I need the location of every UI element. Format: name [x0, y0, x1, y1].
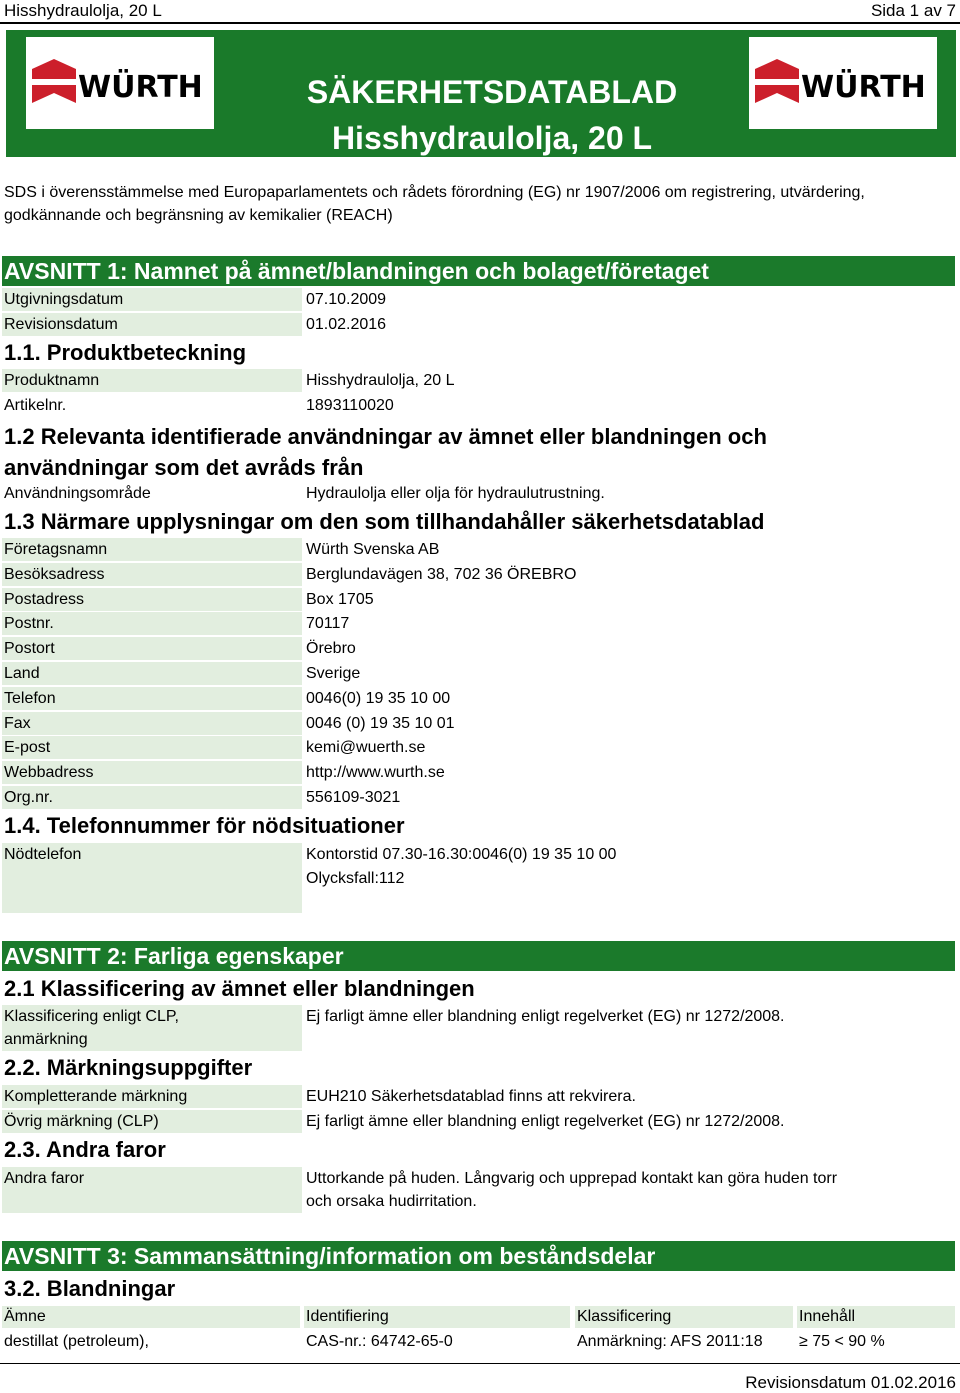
company-row-label: Org.nr. [2, 786, 302, 809]
section-3-heading: AVSNITT 3: Sammansättning/information om beståndsdelar [2, 1241, 955, 1271]
company-row-value: 0046(0) 19 35 10 00 [306, 690, 451, 707]
intro-text: SDS i överensstämmelse med Europaparlamentets och rådets förordning (EG) nr 1907/2006 om registrering, utvärdering, godkännande och begränsning av kemikalier (REACH) [4, 184, 865, 224]
klassificering-label-line-1: Klassificering enligt CLP, [4, 1008, 179, 1025]
andra-faror-value-1: Uttorkande på huden. Långvarig och upprepad kontakt kan göra huden torr [306, 1170, 838, 1187]
section-1-heading: AVSNITT 1: Namnet på ämnet/blandningen och bolaget/företaget [2, 256, 955, 286]
header-page-number: Sida 1 av 7 [870, 1, 956, 20]
company-row-value: 70117 [306, 615, 350, 632]
wurth-logo-text: WÜRTH [78, 70, 203, 105]
company-row-value: kemi@wuerth.se [306, 739, 426, 756]
subheading-2-2: 2.2. Märkningsuppgifter [4, 1055, 253, 1080]
wurth-logo-text: WÜRTH [801, 70, 926, 105]
subheading-1-3: 1.3 Närmare upplysningar om den som tillhandahåller säkerhetsdatablad [4, 509, 765, 534]
wurth-logo-icon [749, 37, 937, 129]
header-product-name: Hisshydraulolja, 20 L [4, 1, 162, 20]
document-title: SÄKERHETSDATABLAD [306, 74, 678, 110]
footer-revision: Revisionsdatum 01.02.2016 [745, 1373, 956, 1392]
produktnamn-value: Hisshydraulolja, 20 L [306, 372, 455, 389]
company-row-label: Land [2, 662, 302, 685]
company-row-label: Postnr. [2, 612, 302, 635]
artikelnr-value: 1893110020 [306, 397, 394, 414]
nodtelefon-value-1: Kontorstid 07.30-16.30:0046(0) 19 35 10 00 [306, 846, 617, 863]
table-cell-amne: destillat (petroleum), [4, 1333, 149, 1350]
klassificering-value: Ej farligt ämne eller blandning enligt regelverket (EG) nr 1272/2008. [306, 1008, 785, 1025]
artikelnr-label: Artikelnr. [4, 397, 67, 414]
klassificering-label-line-2: anmärkning [4, 1031, 88, 1048]
klassificering-label [2, 1005, 302, 1051]
section-2-heading: AVSNITT 2: Farliga egenskaper [2, 941, 955, 971]
company-row-value: Berglundavägen 38, 702 36 ÖREBRO [306, 566, 577, 583]
company-row-label: Telefon [2, 687, 302, 710]
table-header-innehall: Innehåll [797, 1306, 955, 1328]
anvandningsomrade-label: Användningsområde [4, 485, 151, 502]
andra-faror-label: Andra faror [2, 1167, 302, 1213]
company-row-label: E-post [2, 736, 302, 759]
andra-faror-value-2: och orsaka hudirritation. [306, 1193, 477, 1210]
wurth-logo-right [749, 37, 937, 129]
kompletterande-value: EUH210 Säkerhetsdatablad finns att rekvirera. [306, 1088, 636, 1105]
ovrig-markning-value: Ej farligt ämne eller blandning enligt regelverket (EG) nr 1272/2008. [306, 1113, 785, 1130]
company-row-value: Box 1705 [306, 591, 374, 608]
footer-rule [0, 1363, 960, 1364]
header-rule [0, 22, 960, 24]
company-row-value: Örebro [306, 640, 356, 657]
company-row-label: Företagsnamn [2, 538, 302, 561]
company-row-value: 556109-3021 [306, 789, 401, 806]
company-row-value: 0046 (0) 19 35 10 01 [306, 715, 455, 732]
nodtelefon-value-2: Olycksfall:112 [306, 870, 405, 887]
subheading-2-3: 2.3. Andra faror [4, 1137, 166, 1162]
table-header-klassificering: Klassificering [575, 1306, 793, 1328]
table-cell-identifiering: CAS-nr.: 64742-65-0 [306, 1333, 453, 1350]
ovrig-markning-label: Övrig märkning (CLP) [2, 1110, 302, 1133]
subheading-3-2: 3.2. Blandningar [4, 1276, 176, 1301]
table-cell-innehall: ≥ 75 < 90 % [799, 1333, 885, 1350]
company-row-value: Sverige [306, 665, 361, 682]
table-cell-klassificering: Anmärkning: AFS 2011:18 [577, 1333, 763, 1350]
wurth-logo-icon [26, 37, 214, 129]
document-subtitle: Hisshydraulolja, 20 L [331, 120, 653, 156]
subheading-2-1: 2.1 Klassificering av ämnet eller blandningen [4, 976, 475, 1001]
anvandningsomrade-value: Hydraulolja eller olja för hydraulutrustning. [306, 485, 605, 502]
revisionsdatum-value: 01.02.2016 [306, 316, 387, 333]
company-row-label: Fax [2, 712, 302, 735]
wurth-logo-left [26, 37, 214, 129]
company-row-label: Webbadress [2, 761, 302, 784]
produktnamn-label: Produktnamn [2, 369, 302, 392]
table-header-identifiering: Identifiering [304, 1306, 570, 1328]
revisionsdatum-label: Revisionsdatum [2, 313, 302, 336]
subheading-1-2: 1.2 Relevanta identifierade användningar av ämnet eller blandningen och användningar som det avråds från [4, 424, 767, 480]
table-header-amne: Ämne [2, 1306, 300, 1328]
subheading-1-4: 1.4. Telefonnummer för nödsituationer [4, 813, 405, 838]
nodtelefon-label: Nödtelefon [2, 843, 302, 913]
utgivningsdatum-label: Utgivningsdatum [2, 288, 302, 311]
utgivningsdatum-value: 07.10.2009 [306, 291, 387, 308]
kompletterande-label: Kompletterande märkning [2, 1085, 302, 1108]
company-row-label: Besöksadress [2, 563, 302, 586]
subheading-1-1: 1.1. Produktbeteckning [4, 340, 247, 365]
company-row-value: http://www.wurth.se [306, 764, 445, 781]
title-banner [6, 30, 956, 157]
company-row-label: Postadress [2, 588, 302, 611]
company-row-value: Würth Svenska AB [306, 541, 440, 558]
company-row-label: Postort [2, 637, 302, 660]
